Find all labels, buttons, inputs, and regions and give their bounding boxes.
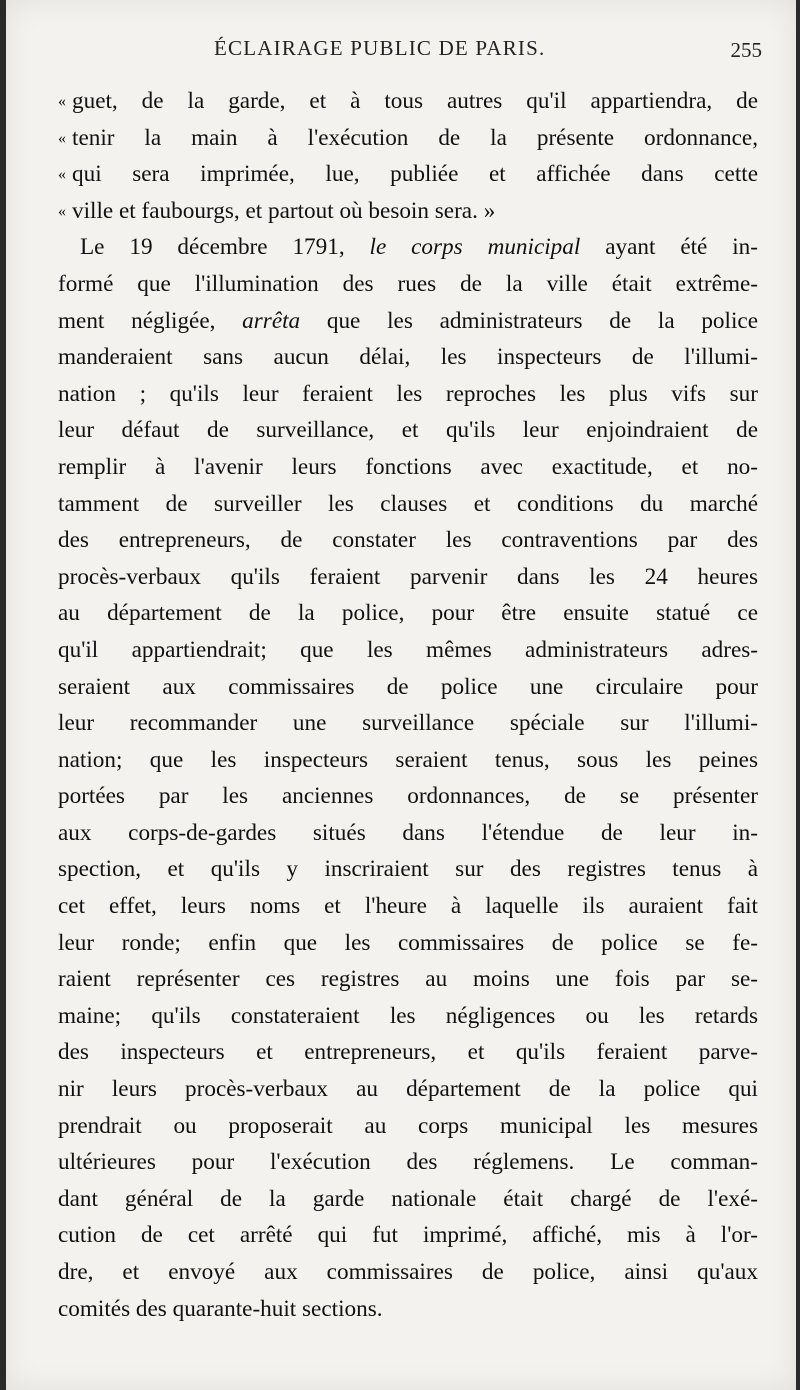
line-text: Le 19 décembre 1791,: [80, 234, 370, 261]
line-text: procès-verbaux qu'ils feraient parvenir dans les 24 heures: [58, 563, 758, 590]
text-line: [58, 522, 758, 559]
page-header: [46, 36, 768, 76]
line-text: des entrepreneurs, de constater les contraventions par des: [58, 527, 758, 554]
text-line: [58, 83, 758, 120]
text-line: [58, 486, 758, 523]
text-line: [58, 1217, 758, 1254]
line-text: comités des quarante-huit sections.: [58, 1295, 383, 1322]
running-title: ÉCLAIRAGE PUBLIC DE PARIS.: [214, 36, 546, 60]
text-line: [58, 1181, 758, 1218]
line-text: leur défaut de surveillance, et qu'ils leur enjoindraient de: [58, 417, 758, 444]
quote-mark: «: [58, 129, 66, 147]
text-line: [58, 778, 758, 815]
text-line: [58, 1291, 758, 1328]
line-text: nation ; qu'ils leur feraient les reproches les plus vifs sur: [58, 380, 758, 407]
line-text: ment négligée,: [58, 307, 243, 334]
line-text: raient représenter ces registres au moins une fois par se-: [58, 966, 758, 993]
line-text: aux corps-de-gardes situés dans l'étendue de leur in-: [58, 819, 758, 846]
line-text: cution de cet arrêté qui fut imprimé, affiché, mis à l'or-: [58, 1222, 758, 1249]
text-line: [58, 705, 758, 742]
line-text: manderaient sans aucun délai, les inspecteurs de l'illumi-: [58, 344, 758, 371]
book-page: [6, 0, 796, 1390]
line-text: maine; qu'ils constateraient les négligences ou les retards: [58, 1002, 758, 1029]
line-text: cet effet, leurs noms et l'heure à laquelle ils auraient fait: [58, 893, 758, 920]
line-text: leur ronde; enfin que les commissaires de police se fe-: [58, 929, 758, 956]
quote-mark: «: [58, 202, 66, 220]
quote-mark: «: [58, 93, 66, 110]
text-line: [58, 998, 758, 1035]
text-line: [58, 449, 758, 486]
body-text: [58, 83, 758, 1327]
text-line: [58, 742, 758, 779]
text-line: [58, 1254, 758, 1291]
line-text: qui sera imprimée, lue, publiée et affichée dans cette: [72, 161, 758, 188]
text-line: [58, 961, 758, 998]
line-text: tenir la main à l'exécution de la présente ordonnance,: [72, 124, 758, 151]
text-line: [58, 815, 758, 852]
quote-mark: «: [58, 166, 66, 184]
text-line: [58, 1071, 758, 1108]
line-text: nation; que les inspecteurs seraient tenus, sous les peines: [58, 746, 758, 773]
line-text: leur recommander une surveillance spéciale sur l'illumi-: [58, 710, 758, 737]
line-text: guet, de la garde, et à tous autres qu'il appartiendra, de: [72, 88, 758, 114]
line-text: au département de la police, pour être ensuite statué ce: [58, 600, 758, 627]
line-text: qu'il appartiendrait; que les mêmes administrateurs adres-: [58, 636, 758, 663]
text-line: [58, 193, 758, 230]
text-line: [58, 1034, 758, 1071]
text-line: [58, 120, 758, 157]
text-line: [58, 303, 758, 340]
page-number: 255: [730, 38, 762, 62]
text-line: [58, 339, 758, 376]
line-text: que les administrateurs de la police: [300, 307, 758, 334]
line-text: ultérieures pour l'exécution des réglemens. Le comman-: [58, 1149, 758, 1176]
line-text: ayant été in-: [580, 234, 758, 261]
line-text: prendrait ou proposerait au corps municipal les mesures: [58, 1112, 758, 1139]
text-line: [58, 376, 758, 413]
text-line: [58, 925, 758, 962]
text-line: [58, 266, 758, 303]
line-text: spection, et qu'ils y inscriraient sur des registres tenus à: [58, 856, 758, 883]
italic-text: le corps municipal: [369, 234, 581, 261]
line-text: tamment de surveiller les clauses et conditions du marché: [58, 490, 758, 517]
text-line: [58, 1144, 758, 1181]
text-line: [58, 669, 758, 706]
line-text: formé que l'illumination des rues de la ville était extrême-: [58, 270, 758, 297]
line-text: remplir à l'avenir leurs fonctions avec exactitude, et no-: [58, 453, 758, 480]
text-line: [58, 888, 758, 925]
text-line: [58, 229, 758, 266]
text-line: [58, 156, 758, 193]
line-text: dre, et envoyé aux commissaires de police, ainsi qu'aux: [58, 1259, 758, 1285]
text-line: [58, 559, 758, 596]
text-line: [58, 632, 758, 669]
line-text: des inspecteurs et entrepreneurs, et qu'ils feraient parve-: [58, 1039, 758, 1066]
line-text: dant général de la garde nationale était chargé de l'exé-: [58, 1185, 758, 1212]
text-line: [58, 851, 758, 888]
text-line: [58, 1108, 758, 1145]
line-text: nir leurs procès-verbaux au département de la police qui: [58, 1076, 758, 1103]
italic-text: arrêta: [242, 307, 301, 334]
line-text: ville et faubourgs, et partout où besoin sera. »: [72, 197, 496, 224]
text-line: [58, 412, 758, 449]
line-text: portées par les anciennes ordonnances, de se présenter: [58, 783, 758, 810]
line-text: seraient aux commissaires de police une circulaire pour: [58, 673, 758, 700]
text-line: [58, 595, 758, 632]
